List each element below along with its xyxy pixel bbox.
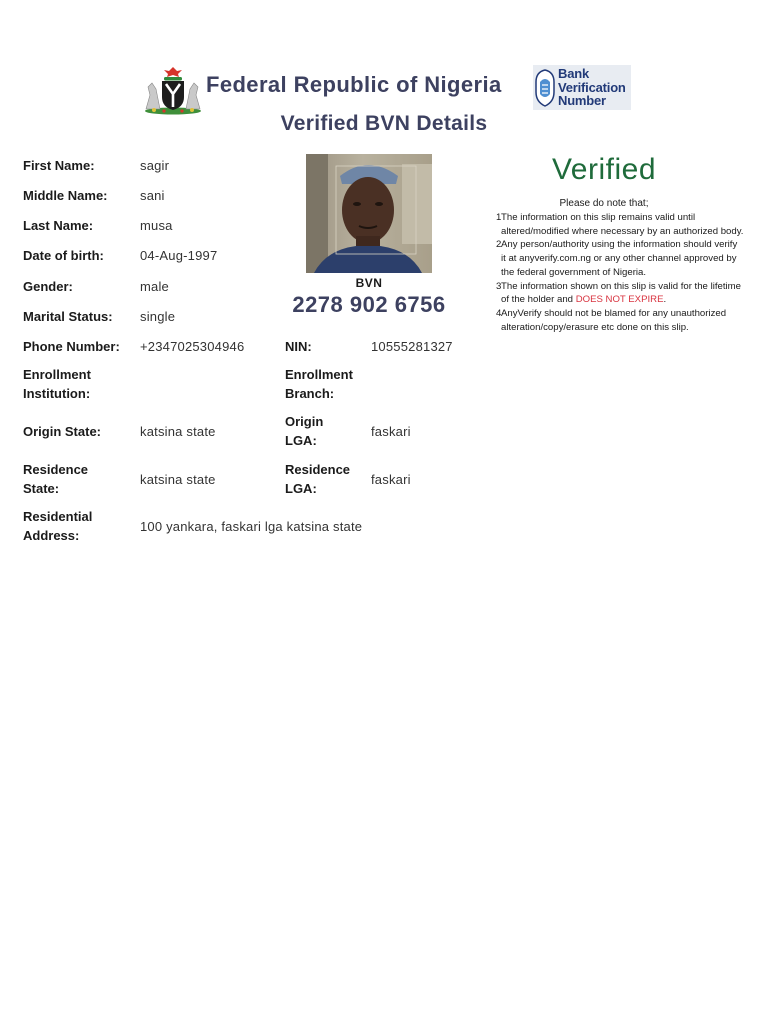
marital-status-label: Marital Status: <box>23 309 113 324</box>
label-line: Residential <box>23 509 93 524</box>
logo-line: Number <box>558 93 606 108</box>
phone-number-label: Phone Number: <box>23 339 120 354</box>
note-text-main: The information shown on this slip is valid for the lifetime of the holder and <box>501 280 741 306</box>
gender-value: male <box>140 279 169 294</box>
note-number: 2 <box>496 239 502 251</box>
residential-address-value: 100 yankara, faskari lga katsina state <box>140 519 363 534</box>
notes-list <box>496 211 744 334</box>
label-line: Institution: <box>23 386 91 401</box>
bvn-label: BVN <box>355 276 383 290</box>
residence-lga-label <box>285 460 350 498</box>
nigeria-coat-of-arms-icon <box>140 65 206 115</box>
verified-status: Verified <box>551 153 657 186</box>
note-text: The information on this slip remains valid until altered/modified where necessary by an authorized body. <box>501 212 744 237</box>
label-line: Residence <box>23 462 89 477</box>
middle-name-label: Middle Name: <box>23 188 108 203</box>
marital-status-value: single <box>140 309 176 324</box>
note-text: AnyVerify should not be blamed for any unauthorized alteration/copy/erasure etc done on this slip. <box>501 307 727 333</box>
bvn-number: 2278 902 6756 <box>292 292 446 317</box>
note-text-tail: . <box>663 294 667 306</box>
nin-label: NIN: <box>285 339 312 354</box>
phone-number-value: +2347025304946 <box>140 339 245 354</box>
note-item <box>496 280 744 307</box>
bvn-logo <box>533 65 631 110</box>
bvn-logo-icon <box>534 68 556 108</box>
notes-heading: Please do note that; <box>559 198 649 209</box>
origin-lga-label <box>285 412 323 450</box>
label-line: LGA: <box>285 481 317 496</box>
middle-name-value: sani <box>140 188 165 203</box>
note-text <box>501 280 744 307</box>
nin-value: 10555281327 <box>371 339 453 354</box>
note-text: Any person/authority using the information should verify it at anyverify.com.ng or any other channel approved by the federal government of Nigeria. <box>501 239 738 278</box>
page-header <box>0 62 768 116</box>
label-line: Origin <box>285 414 324 429</box>
note-item <box>496 211 744 238</box>
residence-lga-value: faskari <box>371 472 411 487</box>
page-title: Federal Republic of Nigeria <box>206 72 502 97</box>
note-item <box>496 238 744 279</box>
page-subtitle: Verified BVN Details <box>280 112 488 135</box>
date-of-birth-label: Date of birth: <box>23 248 104 263</box>
holder-photo <box>306 154 432 273</box>
logo-line: Verification <box>558 79 626 95</box>
last-name-value: musa <box>140 218 173 233</box>
label-line: Address: <box>23 528 80 543</box>
bvn-logo-text <box>558 67 626 108</box>
label-line: Enrollment <box>285 367 353 382</box>
enrollment-branch-label <box>285 365 353 403</box>
first-name-value: sagir <box>140 158 170 173</box>
origin-state-label: Origin State: <box>23 424 102 439</box>
residence-state-label <box>23 460 88 498</box>
note-item <box>496 307 744 334</box>
label-line: Branch: <box>285 386 335 401</box>
label-line: Residence <box>285 462 351 477</box>
residence-state-value: katsina state <box>140 472 216 487</box>
logo-line: Bank <box>558 66 589 81</box>
first-name-label: First Name: <box>23 158 95 173</box>
enrollment-institution-label <box>23 365 91 403</box>
label-line: LGA: <box>285 433 317 448</box>
last-name-label: Last Name: <box>23 218 94 233</box>
label-line: State: <box>23 481 60 496</box>
origin-lga-value: faskari <box>371 424 411 439</box>
does-not-expire-text: DOES NOT EXPIRE <box>575 294 664 306</box>
date-of-birth-value: 04-Aug-1997 <box>140 248 218 263</box>
note-number: 3 <box>496 280 502 292</box>
note-number: 1 <box>496 212 502 223</box>
note-number: 4 <box>496 307 502 319</box>
gender-label: Gender: <box>23 279 73 294</box>
residential-address-label <box>23 507 92 545</box>
origin-state-value: katsina state <box>140 424 216 439</box>
label-line: Enrollment <box>23 367 91 382</box>
